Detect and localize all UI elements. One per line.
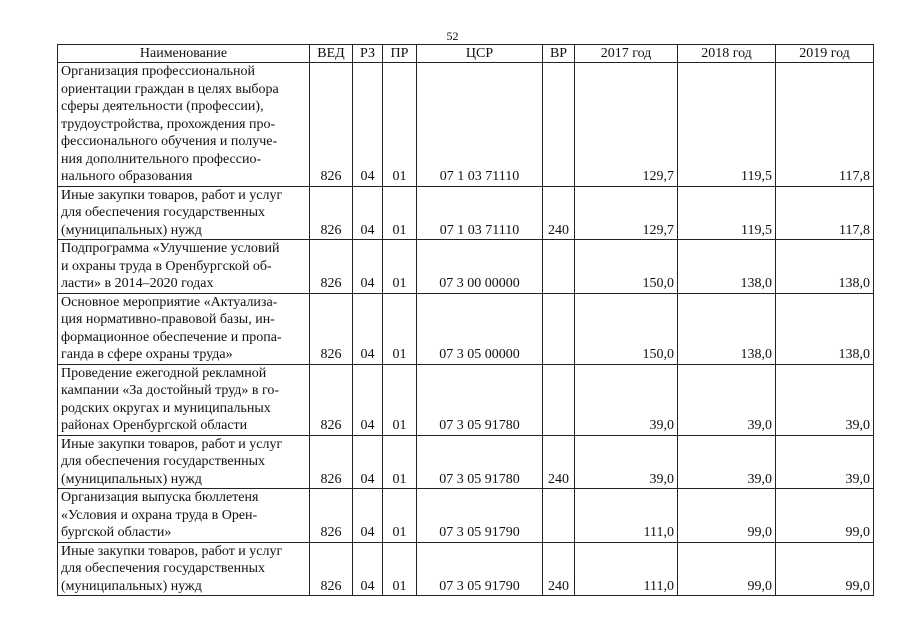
pr-cell: 01 [383,364,417,435]
csr-cell: 07 3 05 91790 [417,489,543,543]
rz-cell: 04 [353,542,383,596]
vr-cell [543,293,575,364]
csr-cell: 07 3 05 91780 [417,364,543,435]
table-body [58,63,874,596]
table-row [58,364,874,435]
csr-cell: 07 3 05 91790 [417,542,543,596]
row-name-line: трудоустройства, прохождения про- [61,116,276,132]
amount-2018-cell: 138,0 [678,240,776,294]
ved-cell: 826 [310,63,353,187]
ved-cell: 826 [310,435,353,489]
csr-cell: 07 3 05 91780 [417,435,543,489]
rz-cell: 04 [353,240,383,294]
table-row [58,489,874,543]
table-row [58,435,874,489]
amount-2019-cell: 99,0 [776,489,874,543]
row-name-cell [58,435,310,489]
amount-2018-cell: 99,0 [678,489,776,543]
vr-cell [543,63,575,187]
ved-cell: 826 [310,186,353,240]
row-name-line: «Условия и охрана труда в Орен- [61,507,258,523]
row-name-cell [58,186,310,240]
row-name-line: Иные закупки товаров, работ и услуг [61,436,283,452]
vr-cell: 240 [543,435,575,489]
rz-cell: 04 [353,186,383,240]
vr-cell [543,364,575,435]
pr-cell: 01 [383,293,417,364]
row-name-cell [58,364,310,435]
row-name-line: для обеспечения государственных [61,454,265,469]
amount-2017-cell: 111,0 [575,542,678,596]
row-name-line: кампании «За достойный труд» в го- [61,383,280,398]
row-name-line: Организация профессиональной [61,64,255,79]
page-number: 52 [446,29,459,43]
csr-cell: 07 1 03 71110 [417,186,543,240]
budget-table [57,44,874,596]
rz-cell: 04 [353,364,383,435]
amount-2018-cell: 138,0 [678,293,776,364]
amount-2018-cell: 119,5 [678,186,776,240]
row-name-line: Основное мероприятие «Актуализа- [61,294,278,310]
amount-2017-cell: 150,0 [575,293,678,364]
vr-cell: 240 [543,186,575,240]
table-row [58,186,874,240]
row-name-line: ласти» в 2014–2020 годах [61,276,214,291]
amount-2017-cell: 150,0 [575,240,678,294]
row-name-line: Иные закупки товаров, работ и услуг [61,187,283,203]
rz-cell: 04 [353,293,383,364]
row-name-line: сферы деятельности (профессии), [61,99,264,114]
rz-cell: 04 [353,63,383,187]
ved-cell: 826 [310,542,353,596]
pr-cell: 01 [383,240,417,294]
pr-cell: 01 [383,489,417,543]
column-header-rz: РЗ [353,45,383,63]
pr-cell: 01 [383,63,417,187]
pr-cell: 01 [383,435,417,489]
row-name-line: Организация выпуска бюллетеня [61,490,259,505]
vr-cell: 240 [543,542,575,596]
row-name-line: ганда в сфере охраны труда» [61,347,233,362]
column-header-2019: 2019 год [776,45,874,63]
amount-2017-cell: 129,7 [575,63,678,187]
amount-2018-cell: 119,5 [678,63,776,187]
amount-2019-cell: 39,0 [776,435,874,489]
row-name-line: Проведение ежегодной рекламной [61,365,267,381]
column-header-ved: ВЕД [310,45,353,63]
amount-2017-cell: 129,7 [575,186,678,240]
rz-cell: 04 [353,489,383,543]
row-name-line: ориентации граждан в целях выбора [61,81,279,97]
amount-2019-cell: 117,8 [776,63,874,187]
row-name-line: формационное обеспечение и пропа- [61,329,282,345]
vr-cell [543,240,575,294]
amount-2017-cell: 39,0 [575,364,678,435]
row-name-line: (муниципальных) нужд [61,471,202,487]
amount-2018-cell: 39,0 [678,364,776,435]
amount-2017-cell: 39,0 [575,435,678,489]
row-name-line: фессионального обучения и получе- [61,134,278,149]
csr-cell: 07 3 00 00000 [417,240,543,294]
row-name-line: и охраны труда в Оренбургской об- [61,258,272,274]
row-name-line: Подпрограмма «Улучшение условий [61,241,280,256]
column-header-vr: ВР [543,45,575,63]
row-name-line: ния дополнительного профессио- [61,151,262,167]
row-name-cell [58,240,310,294]
column-header-2017: 2017 год [575,45,678,63]
column-header-name: Наименование [58,45,310,63]
pr-cell: 01 [383,186,417,240]
row-name-cell [58,489,310,543]
table-row [58,240,874,294]
table-row [58,542,874,596]
row-name-cell [58,293,310,364]
ved-cell: 826 [310,293,353,364]
row-name-line: районах Оренбургской области [61,418,248,433]
ved-cell: 826 [310,240,353,294]
column-header-2018: 2018 год [678,45,776,63]
vr-cell [543,489,575,543]
amount-2018-cell: 39,0 [678,435,776,489]
row-name-line: бургской области» [61,525,172,540]
amount-2019-cell: 138,0 [776,240,874,294]
amount-2017-cell: 111,0 [575,489,678,543]
row-name-cell [58,542,310,596]
row-name-line: (муниципальных) нужд [61,578,202,594]
amount-2018-cell: 99,0 [678,542,776,596]
row-name-line: (муниципальных) нужд [61,222,202,238]
amount-2019-cell: 138,0 [776,293,874,364]
ved-cell: 826 [310,364,353,435]
column-header-csr: ЦСР [417,45,543,63]
row-name-line: для обеспечения государственных [61,205,265,220]
row-name-line: ция нормативно-правовой базы, ин- [61,312,275,327]
column-header-pr: ПР [383,45,417,63]
rz-cell: 04 [353,435,383,489]
csr-cell: 07 1 03 71110 [417,63,543,187]
row-name-cell [58,63,310,187]
pr-cell: 01 [383,542,417,596]
amount-2019-cell: 117,8 [776,186,874,240]
table-row [58,293,874,364]
row-name-line: родских округах и муниципальных [61,400,271,416]
row-name-line: нального образования [61,169,193,184]
header-row [58,45,874,63]
row-name-line: для обеспечения государственных [61,561,265,576]
ved-cell: 826 [310,489,353,543]
amount-2019-cell: 39,0 [776,364,874,435]
csr-cell: 07 3 05 00000 [417,293,543,364]
row-name-line: Иные закупки товаров, работ и услуг [61,543,283,559]
amount-2019-cell: 99,0 [776,542,874,596]
table-row [58,63,874,187]
